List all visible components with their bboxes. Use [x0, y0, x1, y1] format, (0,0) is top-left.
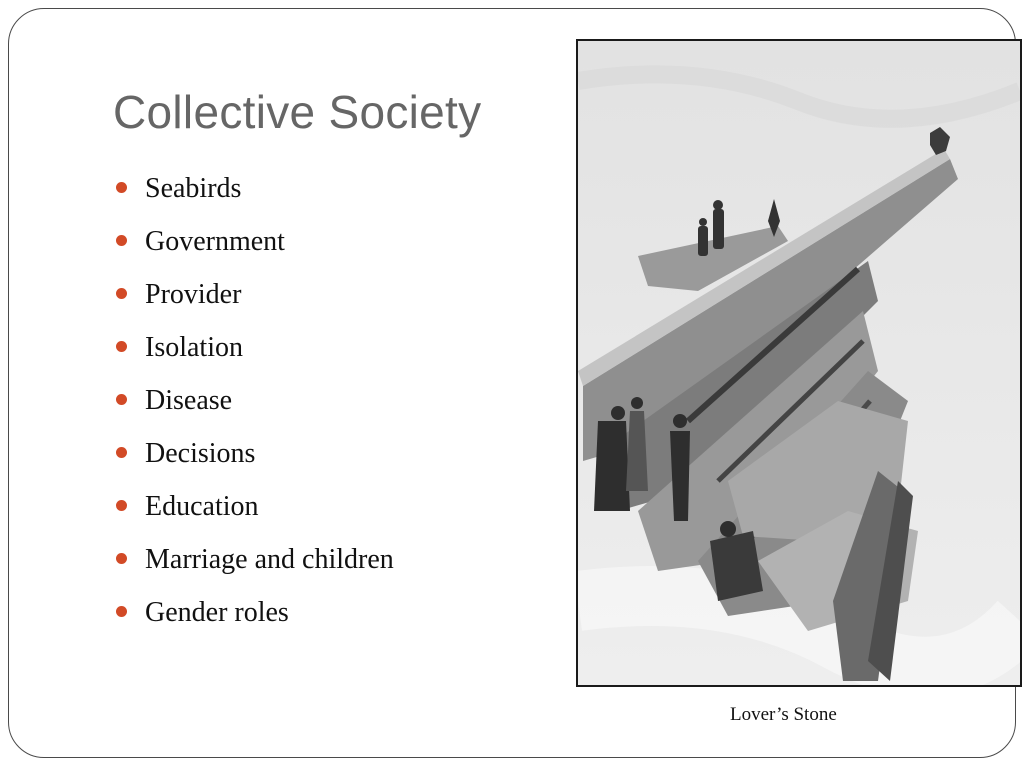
list-item: [114, 327, 394, 380]
bullet-text: Gender roles: [145, 597, 289, 628]
bullet-icon: [116, 288, 127, 299]
list-item: [114, 433, 394, 486]
list-item: [114, 274, 394, 327]
bullet-icon: [116, 606, 127, 617]
list-item: [114, 380, 394, 433]
list-item: [114, 221, 394, 274]
slide-title: Collective Society: [113, 86, 482, 138]
bullet-text: Decisions: [145, 438, 256, 469]
list-item: [114, 168, 394, 221]
bullet-text: Marriage and children: [145, 544, 394, 575]
image-caption: Lover’s Stone: [730, 704, 837, 725]
bullet-icon: [116, 447, 127, 458]
lovers-stone-illustration: [576, 39, 1022, 687]
bullet-text: Isolation: [145, 332, 243, 363]
bullet-text: Government: [145, 226, 285, 257]
bullet-text: Seabirds: [145, 173, 242, 204]
bullet-icon: [116, 235, 127, 246]
sketch-drawing: [578, 41, 1020, 685]
bullet-text: Provider: [145, 279, 242, 310]
list-item: [114, 486, 394, 539]
bullet-icon: [116, 341, 127, 352]
bullet-list: [114, 168, 394, 645]
bullet-icon: [116, 500, 127, 511]
bullet-text: Disease: [145, 385, 233, 416]
bullet-icon: [116, 553, 127, 564]
bullet-icon: [116, 182, 127, 193]
bullet-icon: [116, 394, 127, 405]
list-item: [114, 592, 394, 645]
list-item: [114, 539, 394, 592]
bullet-text: Education: [145, 491, 259, 522]
